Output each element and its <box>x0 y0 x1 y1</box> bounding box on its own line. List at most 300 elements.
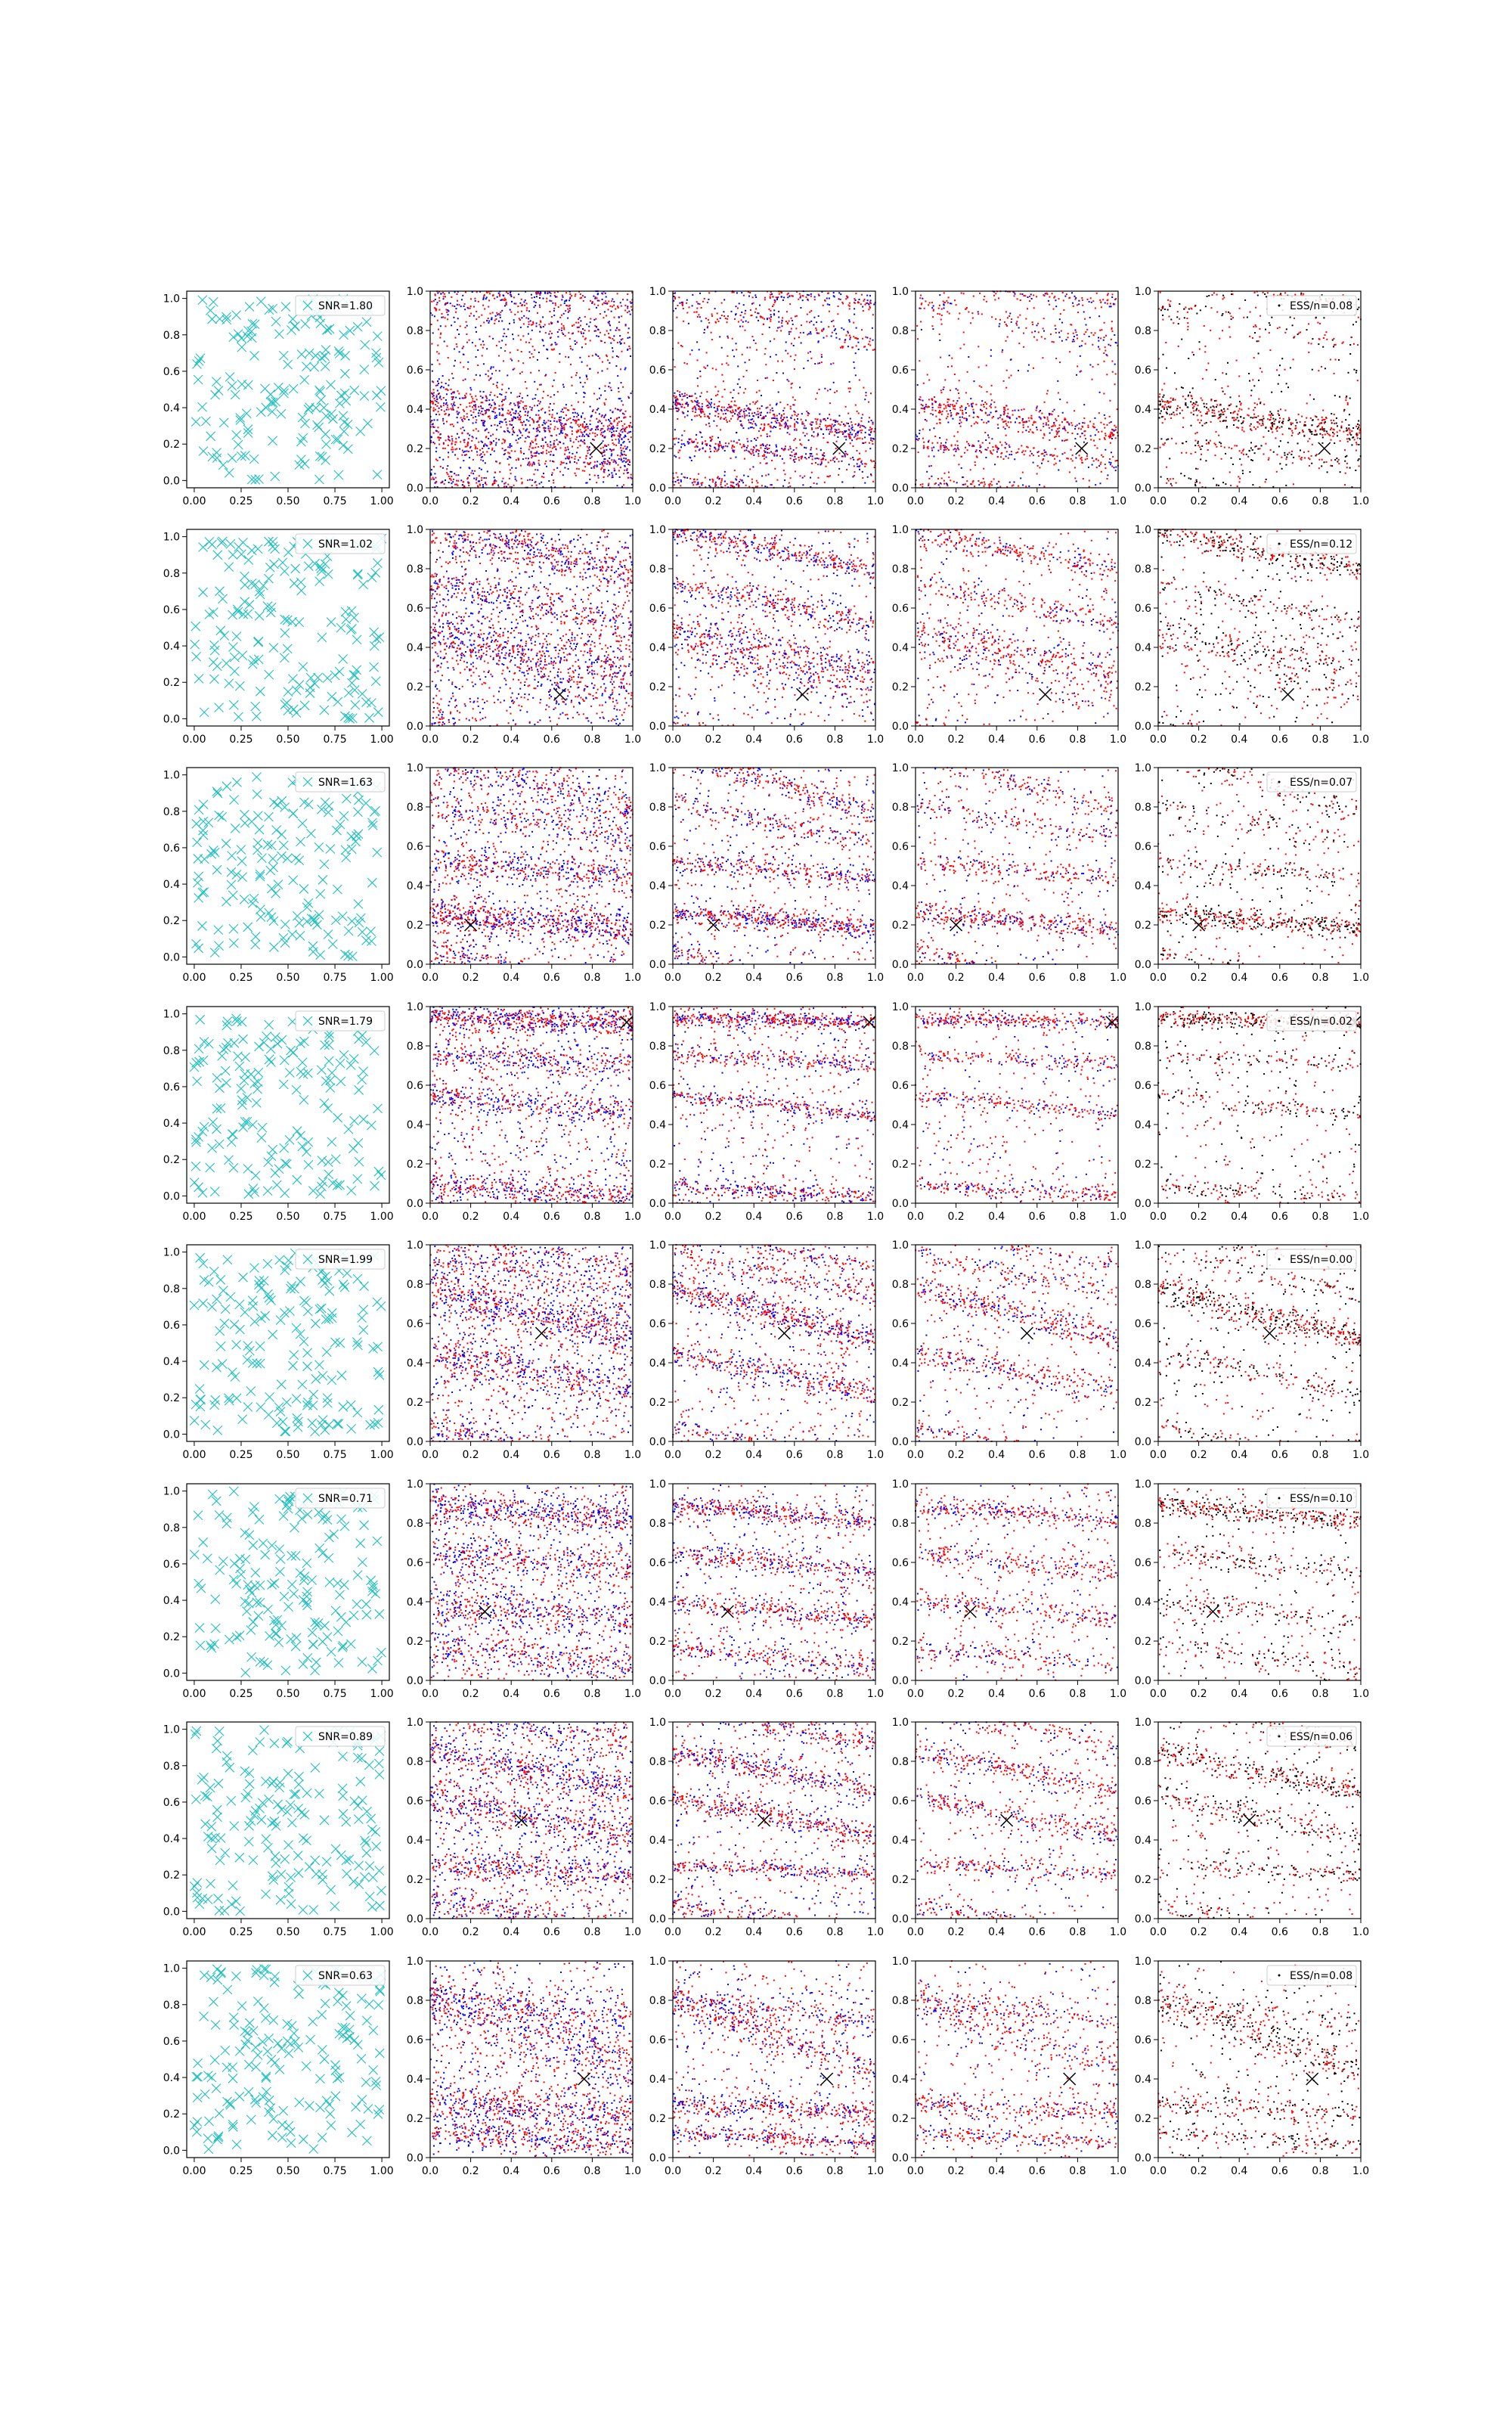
particle-point <box>792 415 793 417</box>
particle-point <box>732 349 733 351</box>
particle-point <box>442 420 444 421</box>
particle-point <box>446 393 448 395</box>
particle-point <box>438 378 440 380</box>
particle-point <box>604 445 606 446</box>
particle-point <box>1055 325 1056 327</box>
particle-point <box>513 296 515 298</box>
particle-point <box>605 414 606 416</box>
particle-point <box>624 424 625 425</box>
particle-point <box>509 445 510 446</box>
particle-point <box>1075 331 1077 333</box>
particle-point <box>780 417 782 419</box>
particle-point <box>709 448 711 450</box>
particle-point <box>519 302 521 304</box>
particle-point <box>517 312 519 313</box>
particle-point <box>686 363 688 365</box>
particle-point <box>468 419 469 420</box>
particle-point <box>590 340 591 341</box>
particle-point <box>486 409 488 411</box>
particle-point <box>606 315 607 317</box>
particle-point <box>584 418 586 420</box>
particle-point <box>482 355 483 356</box>
particle-point <box>862 471 863 473</box>
particle-point <box>681 399 683 401</box>
particle-point <box>869 417 870 418</box>
design-point <box>237 343 246 352</box>
particle-point <box>628 311 630 312</box>
particle-point <box>1048 461 1049 462</box>
particle-point <box>563 386 565 388</box>
particle-point <box>730 418 732 420</box>
particle-point <box>431 343 432 345</box>
particle-point <box>782 373 784 374</box>
particle-point <box>498 341 500 343</box>
particle-point <box>600 332 601 334</box>
particle-point <box>509 404 510 405</box>
particle-point <box>607 461 609 462</box>
particle-point <box>448 310 450 312</box>
particle-point <box>546 301 547 302</box>
particle-point <box>786 311 788 312</box>
particle-point <box>712 479 714 481</box>
particle-point <box>628 477 630 479</box>
particle-point <box>765 364 767 365</box>
particle-point <box>808 333 810 334</box>
particle-point <box>525 381 526 383</box>
particle-point <box>1006 325 1008 327</box>
particle-point <box>562 411 564 413</box>
particle-point <box>956 448 957 450</box>
particle-point <box>509 432 510 433</box>
particle-point <box>930 413 931 414</box>
particle-point <box>684 477 686 479</box>
particle-point <box>448 476 450 477</box>
particle-point <box>853 322 854 324</box>
particle-point <box>439 434 441 436</box>
particle-point <box>755 308 757 309</box>
particle-point <box>568 356 569 358</box>
particle-point <box>1018 327 1020 328</box>
particle-point <box>780 330 782 331</box>
x-tick-label: 0.75 <box>323 495 346 507</box>
design-point <box>296 437 305 446</box>
particle-point <box>553 469 555 470</box>
particle-point <box>1023 427 1024 428</box>
particle-point <box>476 356 477 358</box>
particle-point <box>460 361 461 363</box>
design-point <box>362 318 371 327</box>
particle-point <box>989 414 990 416</box>
particle-point <box>796 429 798 430</box>
particle-point <box>521 317 522 318</box>
particle-point <box>931 399 933 400</box>
particle-point <box>545 442 547 443</box>
particle-point <box>1096 467 1098 468</box>
particle-point <box>466 478 468 479</box>
design-point <box>333 435 342 444</box>
particle-point <box>872 422 874 424</box>
particle-point <box>735 457 736 458</box>
particle-point <box>1028 365 1030 366</box>
particle-point <box>925 300 926 302</box>
particle-point <box>753 340 754 341</box>
particle-point <box>561 426 562 427</box>
particle-point <box>550 445 552 446</box>
particle-point <box>992 417 993 419</box>
particle-point <box>980 409 981 411</box>
particle-point <box>1083 334 1085 335</box>
particle-point <box>600 469 602 470</box>
particle-point <box>584 427 585 428</box>
particle-point <box>947 422 949 424</box>
particle-point <box>755 439 757 441</box>
particle-point <box>561 315 562 316</box>
particle-point <box>621 450 622 451</box>
particle-point <box>1012 486 1013 487</box>
particle-point <box>770 314 772 315</box>
particle-point <box>990 412 992 414</box>
particle-point <box>702 442 703 443</box>
particle-point <box>608 300 609 302</box>
particle-point <box>742 321 744 323</box>
particle-point <box>956 440 958 442</box>
particle-point <box>493 440 494 442</box>
particle-point <box>939 313 940 315</box>
particle-point <box>1093 461 1095 462</box>
particle-point <box>505 421 507 423</box>
particle-point <box>686 302 687 304</box>
particle-point <box>553 446 555 448</box>
particle-point <box>485 477 487 479</box>
particle-point <box>617 342 618 343</box>
particle-point <box>609 323 610 324</box>
particle-point <box>1111 462 1112 464</box>
particle-point <box>572 412 574 414</box>
particle-point <box>1111 339 1112 340</box>
particle-point <box>597 293 599 295</box>
particle-point <box>1023 424 1024 426</box>
particle-point <box>721 480 723 482</box>
particle-point <box>826 427 827 428</box>
particle-point <box>606 420 607 421</box>
particle-point <box>742 326 743 327</box>
particle-point <box>603 317 604 318</box>
particle-point <box>1063 300 1064 302</box>
particle-point <box>481 408 482 409</box>
particle-point <box>708 322 710 324</box>
particle-point <box>715 485 717 486</box>
particle-point <box>462 427 463 428</box>
particle-point <box>580 429 581 430</box>
particle-point <box>581 432 583 433</box>
particle-point <box>583 333 584 334</box>
particle-point <box>934 436 936 437</box>
particle-point <box>870 432 872 433</box>
particle-point <box>823 437 824 439</box>
particle-point <box>736 292 738 293</box>
particle-point <box>493 408 494 410</box>
particle-point <box>730 392 732 393</box>
particle-point <box>1030 293 1032 295</box>
particle-point <box>433 419 435 420</box>
particle-point <box>627 468 628 470</box>
particle-point <box>753 455 754 456</box>
particle-point <box>868 421 869 423</box>
particle-point <box>836 432 838 433</box>
particle-point <box>1088 427 1089 428</box>
particle-point <box>624 454 625 455</box>
particle-point <box>719 441 720 442</box>
particle-point <box>543 326 544 327</box>
design-point <box>376 402 385 411</box>
particle-point <box>1039 417 1040 418</box>
particle-point <box>801 343 802 344</box>
particle-point <box>772 408 773 409</box>
particle-point <box>1043 330 1045 332</box>
particle-point <box>830 419 832 420</box>
particle-point <box>844 431 846 433</box>
particle-point <box>872 314 874 315</box>
particle-point <box>502 299 503 301</box>
particle-point <box>593 296 594 297</box>
particle-point <box>520 421 522 423</box>
particle-point <box>793 449 795 451</box>
particle-point <box>468 485 469 486</box>
particle-point <box>767 412 768 414</box>
particle-point <box>788 449 789 451</box>
particle-point <box>727 337 729 339</box>
particle-point <box>601 467 603 469</box>
y-tick-label: 0.8 <box>163 330 180 342</box>
particle-point <box>500 394 502 396</box>
particle-point <box>584 421 585 423</box>
particle-point <box>700 416 702 417</box>
particle-point <box>695 450 696 451</box>
particle-point <box>1105 464 1106 465</box>
particle-point <box>1039 484 1040 486</box>
design-point <box>265 306 274 315</box>
particle-point <box>829 389 831 390</box>
particle-point <box>773 304 775 306</box>
particle-point <box>520 416 522 417</box>
particle-point <box>488 399 490 401</box>
particle-point <box>938 407 940 408</box>
particle-point <box>1027 447 1029 448</box>
particle-point <box>785 473 786 475</box>
particle-point <box>956 482 958 483</box>
particle-point <box>516 303 517 305</box>
particle-point <box>558 306 559 308</box>
particle-point <box>618 356 619 358</box>
particle-point <box>517 403 519 405</box>
particle-point <box>529 464 531 465</box>
particle-point <box>869 306 870 307</box>
particle-point <box>854 465 855 467</box>
particle-point <box>714 308 716 309</box>
particle-point <box>523 408 525 410</box>
particle-point <box>616 355 618 357</box>
particle-point <box>855 374 857 376</box>
particle-point <box>818 293 820 295</box>
particle-point <box>614 317 615 318</box>
particle-point <box>715 386 717 388</box>
particle-point <box>745 330 746 331</box>
particle-point <box>536 443 538 445</box>
particle-point <box>499 295 500 296</box>
particle-point <box>1099 330 1101 331</box>
design-point <box>256 297 265 306</box>
particle-point <box>847 346 849 347</box>
particle-point <box>613 420 615 422</box>
particle-point <box>853 361 854 363</box>
particle-point <box>692 305 693 306</box>
particle-point <box>743 304 745 306</box>
particle-point <box>743 376 745 377</box>
particle-point <box>532 324 534 325</box>
particle-point <box>691 349 692 351</box>
particle-point <box>443 386 445 388</box>
particle-point <box>621 420 622 422</box>
particle-point <box>482 408 484 409</box>
particle-point <box>1105 302 1106 304</box>
particle-point <box>706 443 708 445</box>
particle-point <box>484 420 485 422</box>
particle-point <box>824 418 826 420</box>
particle-point <box>494 482 495 484</box>
particle-point <box>507 374 508 376</box>
particle-point <box>768 424 770 425</box>
particle-point <box>596 482 597 483</box>
particle-point <box>447 407 448 408</box>
particle-point <box>938 308 940 309</box>
particle-point <box>951 358 953 359</box>
particle-point <box>1021 293 1023 295</box>
particle-point <box>566 420 568 421</box>
particle-point <box>962 417 963 418</box>
particle-point <box>701 484 702 486</box>
particle-point <box>789 303 791 305</box>
particle-point <box>779 422 780 424</box>
particle-point <box>790 406 792 408</box>
particle-point <box>611 453 612 455</box>
particle-point <box>993 402 995 403</box>
particle-point <box>561 324 562 325</box>
particle-point <box>868 343 869 345</box>
particle-point <box>572 453 573 455</box>
particle-point <box>725 442 727 444</box>
particle-point <box>776 372 777 374</box>
particle-point <box>745 485 747 486</box>
particle-point <box>507 413 508 414</box>
particle-point <box>488 306 489 308</box>
particle-point <box>940 319 942 321</box>
particle-point <box>717 391 719 392</box>
particle-point <box>564 302 565 304</box>
particle-point <box>488 448 490 449</box>
particle-point <box>490 378 491 380</box>
particle-point <box>613 435 615 436</box>
particle-point <box>1117 460 1118 461</box>
particle-point <box>680 406 682 408</box>
design-point <box>228 454 237 463</box>
design-point <box>301 319 310 328</box>
particle-point <box>849 335 850 337</box>
particle-point <box>437 302 438 303</box>
particle-point <box>457 329 458 330</box>
particle-point <box>697 359 699 361</box>
particle-point <box>611 427 612 428</box>
particle-point <box>493 367 494 368</box>
particle-point <box>992 446 993 448</box>
particle-point <box>829 298 830 299</box>
particle-point <box>575 343 576 345</box>
particle-point <box>445 317 446 318</box>
particle-point <box>460 467 461 468</box>
particle-point <box>532 455 534 457</box>
particle-point <box>745 321 747 322</box>
particle-point <box>496 417 497 418</box>
particle-point <box>542 397 544 399</box>
particle-point <box>605 302 606 304</box>
particle-point <box>807 412 809 414</box>
particle-point <box>823 337 825 339</box>
particle-point <box>503 442 505 443</box>
particle-point <box>771 422 773 424</box>
particle-point <box>432 393 433 395</box>
particle-point <box>629 449 631 451</box>
particle-point <box>946 439 947 440</box>
particle-point <box>1114 425 1115 427</box>
particle-point <box>443 443 445 445</box>
particle-point <box>837 313 838 315</box>
particle-point <box>999 417 1001 418</box>
particle-point <box>782 317 783 318</box>
particle-point <box>976 449 978 451</box>
particle-point <box>1005 324 1007 325</box>
particle-point <box>679 394 680 396</box>
particle-point <box>798 414 799 415</box>
particle-point <box>447 318 448 320</box>
particle-point <box>1055 332 1057 334</box>
particle-point <box>530 444 531 445</box>
particle-point <box>578 426 580 427</box>
particle-point <box>757 380 758 381</box>
particle-point <box>1036 427 1037 428</box>
particle-point <box>587 452 589 454</box>
particle-point <box>1098 349 1100 350</box>
particle-point <box>782 458 783 460</box>
particle-point <box>748 359 750 361</box>
particle-point <box>919 396 921 398</box>
particle-point <box>872 461 873 462</box>
particle-point <box>848 388 850 389</box>
particle-point <box>497 485 499 486</box>
particle-point <box>721 446 723 448</box>
particle-point <box>957 400 959 402</box>
particle-point <box>615 408 616 409</box>
particle-point <box>709 445 711 446</box>
particle-point <box>765 463 767 464</box>
particle-point <box>955 451 956 452</box>
particle-point <box>451 447 453 448</box>
particle-point <box>568 418 569 420</box>
particle-point <box>932 414 934 415</box>
particle-point <box>816 330 817 331</box>
particle-point <box>463 380 464 381</box>
particle-point <box>855 424 857 425</box>
particle-point <box>935 410 937 411</box>
particle-point <box>610 417 612 419</box>
